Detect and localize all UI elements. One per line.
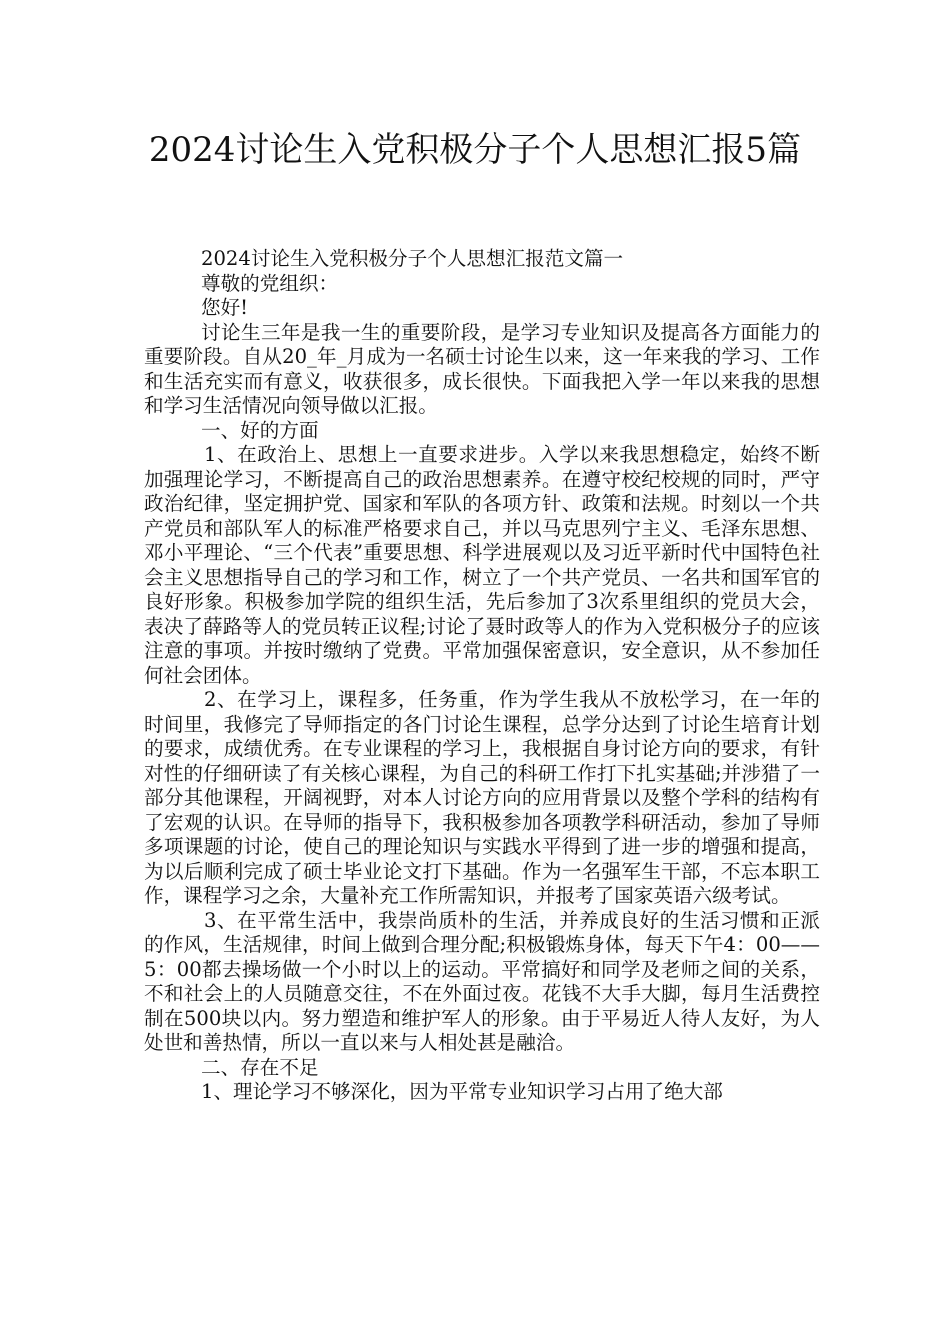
greeting: 您好! <box>201 296 249 319</box>
section-heading: 2024讨论生入党积极分子个人思想汇报范文篇一 <box>201 247 624 270</box>
salutation: 尊敬的党组织： <box>201 271 339 295</box>
paragraph-life: 3、在平常生活中，我崇尚质朴的生活，并养成良好的生活习惯和正派的作风，生活规律，时间上做到合理分配;积极锻炼身体，每天下午4：00——5：00都去操场做一个小时以上的运动。平常搞好和同学及老师之间的关系，不和社会上的人员随意交往，不在外面过夜。花钱不大手大脚，每月生活费控制在500块以内。努力塑造和维护军人的形象。由于平易近人待人友好，为人处世和善热情，所以一直以来与人相处甚是融洽。 <box>144 908 820 1054</box>
document-body <box>144 247 820 1105</box>
document-title: 2024讨论生入党积极分子个人思想汇报5篇 <box>148 130 802 170</box>
paragraph-study: 2、在学习上，课程多，任务重，作为学生我从不放松学习，在一年的时间里，我修完了导师指定的各门讨论生课程，总学分达到了讨论生培育计划的要求，成绩优秀。在专业课程的学习上，我根据自身讨论方向的要求，有针对性的仔细研读了有关核心课程，为自己的科研工作打下扎实基础;并涉猎了一部分其他课程，开阔视野，对本人讨论方向的应用背景以及整个学科的结构有了宏观的认识。在导师的指导下，我积极参加各项教学科研活动，参加了导师多项课题的讨论，使自己的理论知识与实践水平得到了进一步的增强和提高，为以后顺利完成了硕士毕业论文打下基础。作为一名强军生干部，不忘本职工作，课程学习之余，大量补充工作所需知识，并报考了国家英语六级考试。 <box>144 688 820 907</box>
intro-paragraph: 讨论生三年是我一生的重要阶段，是学习专业知识及提高各方面能力的重要阶段。自从20_年_月成为一名硕士讨论生以来，这一年来我的学习、工作和生活充实而有意义，收获很多，成长很快。下面我把入学一年以来我的思想和学习生活情况向领导做以汇报。 <box>144 320 820 417</box>
section-heading-strengths: 一、好的方面 <box>201 418 319 442</box>
paragraph-politics: 1、在政治上、思想上一直要求进步。入学以来我思想稳定，始终不断加强理论学习，不断提高自己的政治思想素养。在遵守校纪校规的同时，严守政治纪律，坚定拥护党、国家和军队的各项方针、政策和法规。时刻以一个共产党员和部队军人的标准严格要求自己，并以马克思列宁主义、毛泽东思想、邓小平理论、“三个代表”重要思想、科学进展观以及习近平新时代中国特色社会主义思想指导自己的学习和工作，树立了一个共产党员、一名共和国军官的良好形象。积极参加学院的组织生活，先后参加了3次系里组织的党员大会，表决了薛路等人的党员转正议程;讨论了聂时政等人的作为入党积极分子的应该注意的事项。并按时缴纳了党费。平常加强保密意识，安全意识，从不参加任何社会团体。 <box>144 443 820 687</box>
paragraph-weakness-1: 1、理论学习不够深化，因为平常专业知识学习占用了绝大部 <box>201 1080 723 1103</box>
section-heading-weaknesses: 二、存在不足 <box>201 1055 319 1079</box>
